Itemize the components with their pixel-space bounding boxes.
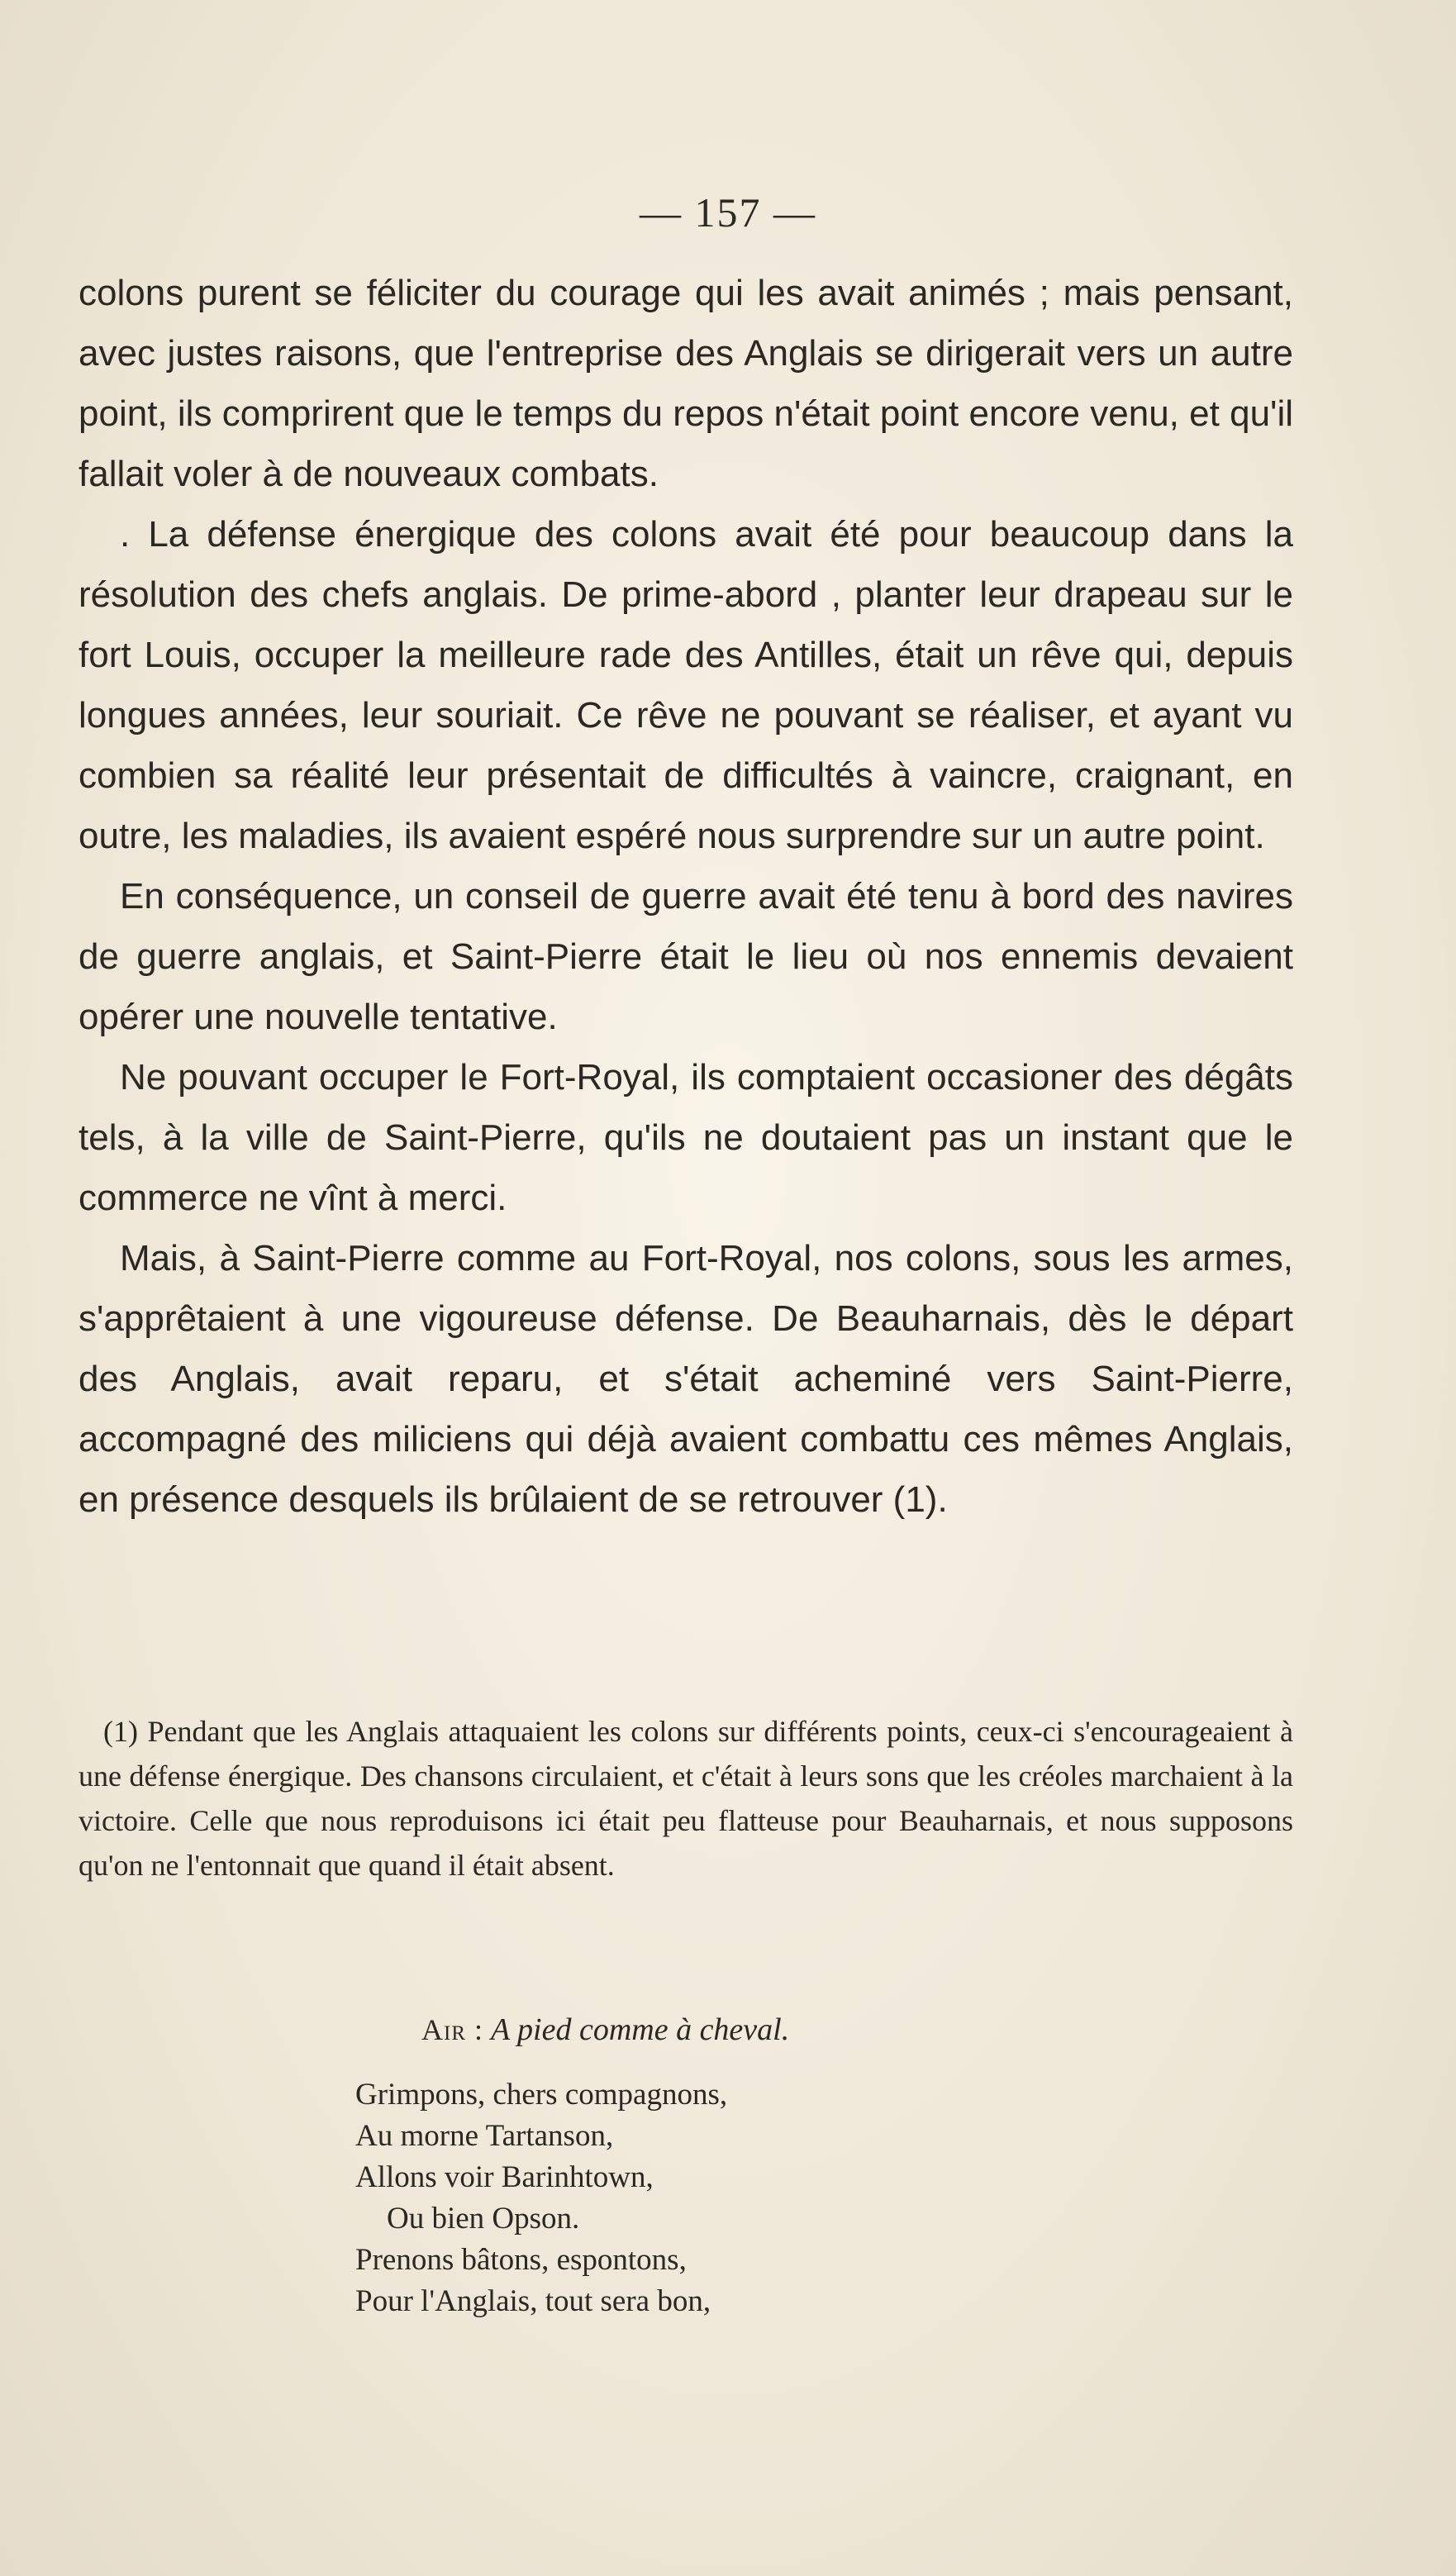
main-text	[79, 263, 1293, 1530]
footnote: (1) Pendant que les Anglais attaquaient les colons sur différents points, ceux-ci s'encourageaient à une défense énergique. Des chansons circulaient, et c'était à leurs sons que les créoles marchaient à la victoire. Celle que nous reproduisons ici était peu flatteuse pour Beauharnais, et nous supposons qu'on ne l'entonnait que quand il était absent.	[79, 1715, 1293, 1882]
song-line: Allons voir Barinhtown,	[355, 2160, 654, 2194]
air-title: A pied comme à cheval.	[491, 2012, 790, 2047]
song-line: Au morne Tartanson,	[355, 2119, 614, 2153]
song-line: Grimpons, chers compagnons,	[355, 2078, 728, 2112]
song-line: Prenons bâtons, espontons,	[355, 2243, 687, 2277]
song-air-heading	[421, 2012, 789, 2048]
song-line: Ou bien Opson.	[387, 2202, 580, 2236]
paragraph: . La défense énergique des colons avait été pour beaucoup dans la résolution des chefs anglais. De prime-abord , planter leur drapeau sur le fort Louis, occuper la meilleure rade des Antilles, était un rêve qui, depuis longues années, leur souriait. Ce rêve ne pouvant se réaliser, et ayant vu combien sa réalité leur présentait de difficultés à vaincre, craignant, en outre, les maladies, ils avaient espéré nous surprendre sur un autre point.	[79, 514, 1293, 856]
song-verse	[355, 2074, 727, 2322]
air-label: Air :	[421, 2013, 483, 2046]
paragraph: Mais, à Saint-Pierre comme au Fort-Royal, nos colons, sous les armes, s'apprêtaient à une vigoureuse défense. De Beauharnais, dès le départ des Anglais, avait reparu, et s'était acheminé vers Saint-Pierre, accompagné des miliciens qui déjà avaient combattu ces mêmes Anglais, en présence desquels ils brûlaient de se retrouver (1).	[79, 1238, 1293, 1520]
paragraph: colons purent se féliciter du courage qui les avait animés ; mais pensant, avec justes raisons, que l'entreprise des Anglais se dirigerait vers un autre point, ils comprirent que le temps du repos n'était point encore venu, et qu'il fallait voler à de nouveaux combats.	[79, 273, 1293, 494]
page-number: — 157 —	[640, 189, 816, 236]
song-line: Pour l'Anglais, tout sera bon,	[355, 2284, 711, 2318]
paragraph: Ne pouvant occuper le Fort-Royal, ils comptaient occasioner des dégâts tels, à la ville de Saint-Pierre, qu'ils ne doutaient pas un instant que le commerce ne vînt à merci.	[79, 1057, 1293, 1218]
paragraph: En conséquence, un conseil de guerre avait été tenu à bord des navires de guerre anglais, et Saint-Pierre était le lieu où nos ennemis devaient opérer une nouvelle tentative.	[79, 876, 1293, 1037]
